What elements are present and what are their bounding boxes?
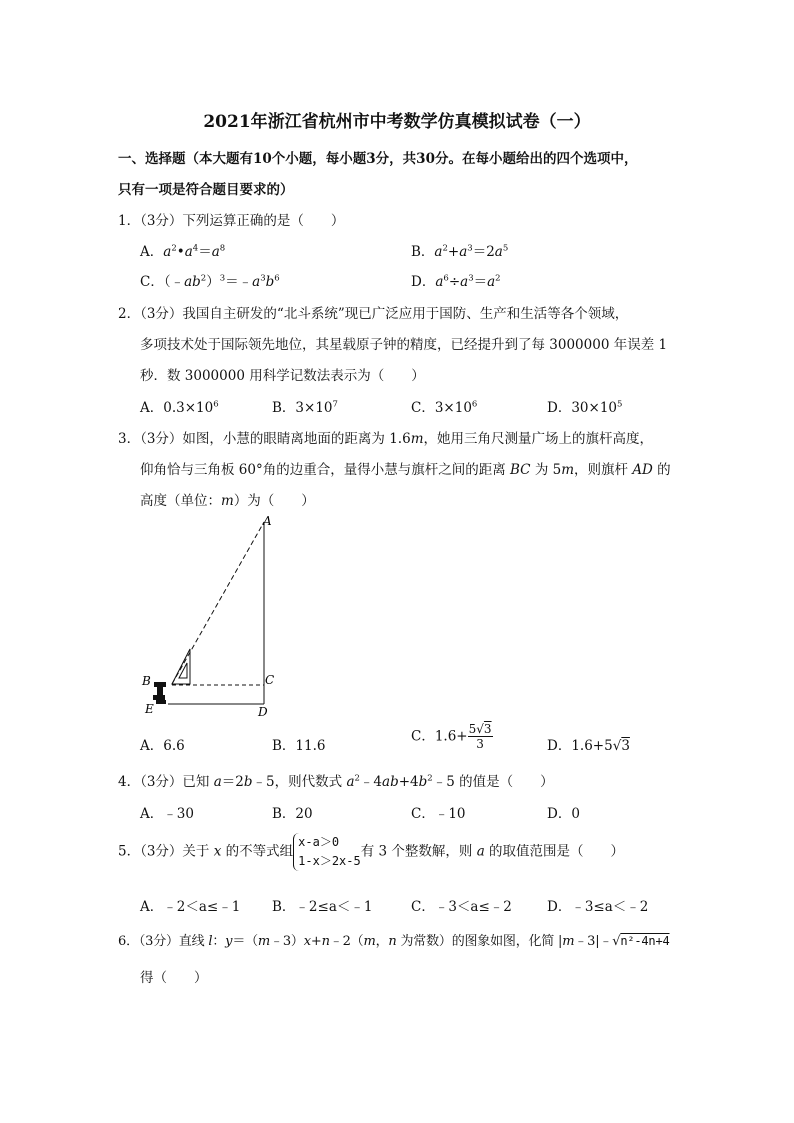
label-c: C [265,673,275,687]
q6-stem-line1: 6．（3分）直线 l：y＝（m﹣3）x+n﹣2（m，n 为常数）的图象如图，化简 |m﹣3|﹣√n²-4n+4 [118,934,670,949]
q4-stem: 4．（3分）已知 a＝2b﹣5，则代数式 $a^2﹣4ab+4b^2﹣5$ 的值是（ ） [118,773,554,790]
q2-line1: 2．（3分）我国自主研发的“北斗系统”现已广泛应用于国防、生产和生活等各个领域， [118,306,629,322]
q4-option-c: C．﹣10 [411,806,466,822]
q3-line3: 高度（单位：m）为（ ） [140,493,315,509]
fraction: $\frac{5√3}{3}$ [468,722,492,751]
q5-option-b: B．﹣2≤a＜﹣1 [272,899,373,915]
label-a: A [263,514,272,528]
page-title: 2021年浙江省杭州市中考数学仿真模拟试卷（一） [203,112,591,132]
q2-option-c: C．$3\times 10^6$ [411,399,478,416]
q3-figure [138,512,278,722]
q2-option-b: B．$3\times 10^7$ [272,399,338,416]
q1-option-c: C．$(﹣ab^2)^3=﹣a^3b^6$ [140,273,280,290]
q1-option-d: D．$a^6\div a^3=a^2$ [411,273,501,290]
q3-option-c: C．1.6+ $\frac{5√3}{3}$ [411,722,492,751]
section-heading-line2: 只有一项是符合题目要求的） [118,182,294,198]
q1-option-b: B．$a^2+a^3=2a^5$ [411,243,509,260]
q4-option-b: B．20 [272,806,313,822]
q1-stem: 1．（3分）下列运算正确的是（ ） [118,213,345,229]
section-heading-line1: 一、选择题（本大题有10个小题，每小题3分，共30分。在每小题给出的四个选项中， [118,151,638,167]
q2-option-d: D．$30\times 10^5$ [547,399,623,416]
q5-stem: 5．（3分）关于 x 的不等式组 x-a＞0 1-x＞2x-5 有 3 个整数解，则 a 的取值范围是（ ） [118,833,624,871]
inequality-system: x-a＞0 1-x＞2x-5 [293,833,361,871]
q6-stem-line2: 得（ ） [140,970,208,986]
set-square-inner [179,663,187,678]
person-figure [153,682,166,704]
q5-option-c: C．﹣3＜a≤﹣2 [411,899,512,915]
q1-option-a: A．$a^2•a^4=a^8$ [140,243,226,260]
label-e: E [145,702,154,716]
q4-option-a: A．﹣30 [140,806,194,822]
q3-option-a: A．6.6 [140,738,185,754]
q3-option-d: D．1.6+5√3 [547,738,630,754]
label-d: D [258,705,268,719]
sight-line [172,522,264,684]
q3-line2: 仰角恰与三角板 60°角的边重合，量得小慧与旗杆之间的距离 BC 为 5m，则旗杆 AD 的 [140,462,671,478]
q2-option-a: A．$0.3\times 10^6$ [140,399,219,416]
q2-line3: 秒．数 3000000 用科学记数法表示为（ ） [140,368,425,384]
q3-line1: 3．（3分）如图，小慧的眼睛离地面的距离为 1.6m，她用三角尺测量广场上的旗杆高度， [118,431,654,447]
q3-option-b: B．11.6 [272,738,326,754]
label-b: B [142,674,151,688]
q5-option-a: A．﹣2＜a≤﹣1 [140,899,241,915]
q4-option-d: D．0 [547,806,580,822]
q2-line2: 多项技术处于国际领先地位，其星载原子钟的精度，已经提升到了每 3000000 年误差 1 [140,337,668,353]
q5-option-d: D．﹣3≤a＜﹣2 [547,899,649,915]
